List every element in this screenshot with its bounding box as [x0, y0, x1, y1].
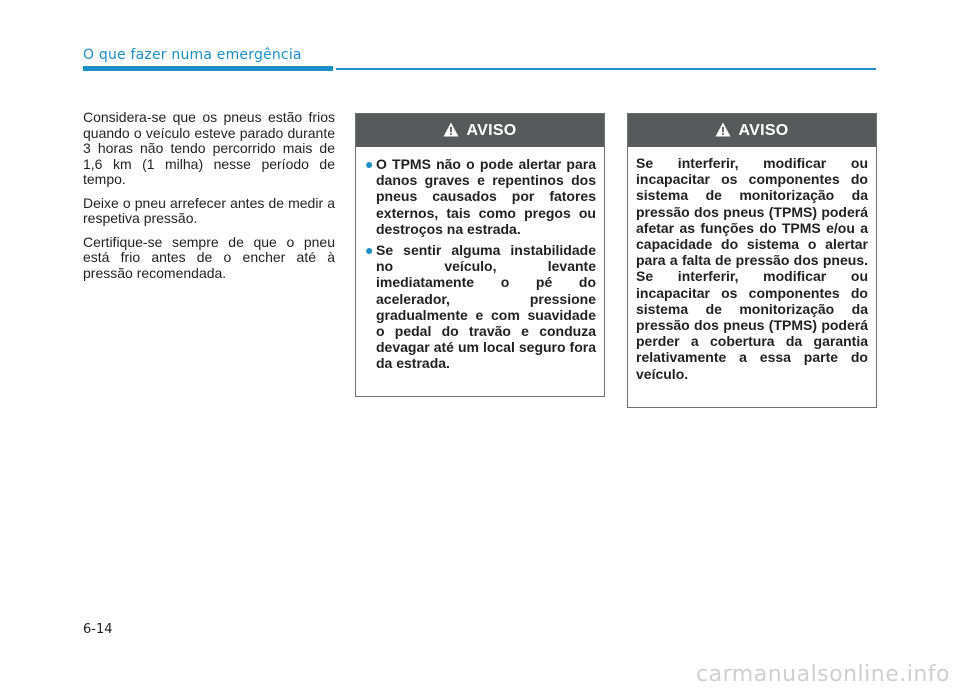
warning-title: AVISO: [466, 121, 517, 139]
warning-box-tpms-tampering: [627, 113, 877, 408]
warning-item-text: O TPMS não o pode alertar para danos graves e repentinos dos pneus causados por fatores externos, tais como pregos ou destroços na estrada.: [376, 156, 596, 237]
warning-content: [628, 147, 876, 382]
section-title: O que fazer numa emergência: [83, 47, 302, 63]
header-rule-thin: [336, 68, 876, 70]
warning-content: [356, 147, 604, 372]
bullet-icon: ●: [365, 156, 374, 172]
watermark: carmanualsonline.info: [696, 662, 950, 687]
warning-header: [628, 114, 876, 147]
body-paragraph: Deixe o pneu arrefecer antes de medir a respetiva pressão.: [83, 194, 335, 226]
warning-paragraph: Se interferir, modificar ou incapacitar os componentes do sistema de monitorização da pressão dos pneus (TPMS) poderá afetar as funções do TPMS e/ou a capacidade do sistema o alertar para a falta de pressão dos pneus. Se interferir, modificar ou incapacitar os componentes do sistema de monitorização da pressão dos pneus (TPMS) poderá perder a cobertura da garantia relativamente a essa parte do veículo.: [636, 155, 868, 382]
header-rule-thick: [83, 66, 333, 71]
warning-list: [364, 156, 596, 372]
warning-triangle-icon: [443, 122, 459, 137]
body-paragraph: Certifique-se sempre de que o pneu está frio antes de o encher até à pressão recomendada.: [83, 233, 335, 281]
body-text-column: [83, 110, 335, 289]
warning-list-item: [364, 242, 596, 372]
page-number: 6-14: [83, 622, 113, 637]
warning-header: [356, 114, 604, 147]
bullet-icon: ●: [365, 242, 374, 259]
warning-triangle-icon: [715, 122, 731, 137]
warning-title: AVISO: [738, 121, 789, 139]
warning-list-item: [364, 156, 596, 237]
body-paragraph: Considera-se que os pneus estão frios quando o veículo esteve parado durante 3 horas não tendo percorrido mais de 1,6 km (1 milha) nesse período de tempo.: [83, 109, 335, 187]
warning-item-text: Se sentir alguma instabilidade no veículo, levante imediatamente o pé do acelerador, pressione gradualmente e com suavidade o pedal do travão e conduza devagar até um local seguro fora da estrada.: [376, 242, 596, 372]
warning-box-tpms-limits: [355, 113, 605, 397]
